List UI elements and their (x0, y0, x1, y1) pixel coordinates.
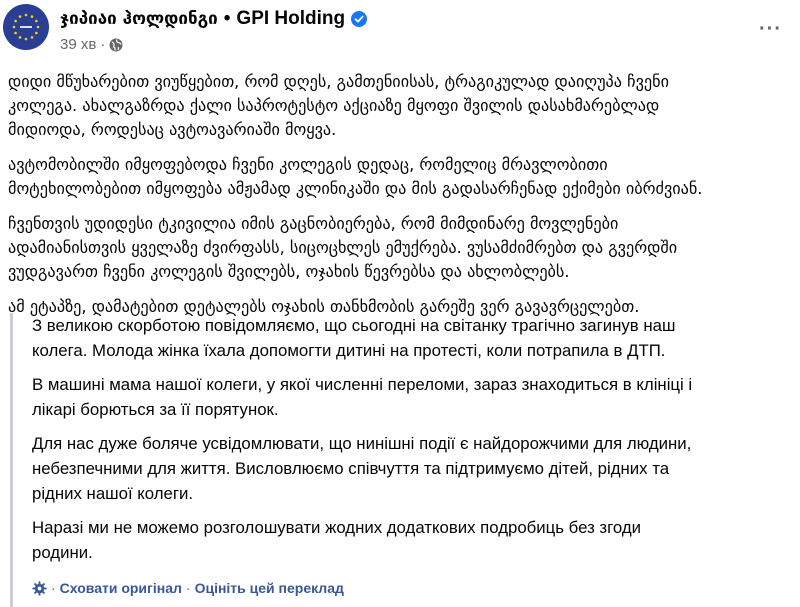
link-separator: · (185, 580, 191, 596)
post-body-georgian (8, 70, 798, 330)
more-options-button[interactable]: ··· (759, 18, 782, 40)
text-line: ადამიანისთვის ყველაზე ძვირფასს, სიცოცხლეს ემუქრება. ვუსამძიმრებთ და გვერდში (8, 238, 678, 257)
post-timestamp[interactable]: 39 хв (60, 36, 97, 53)
globe-public-icon (109, 38, 123, 52)
post-paragraph (8, 70, 798, 142)
text-line: З великою скорботою повідомляємо, що сьогодні на світанку трагічно загинув наш (32, 316, 676, 335)
text-line: მოტეხილობებით იმყოფება ამჟამად კლინიკაში და მის გადასარჩენად ექიმები იბრძვიან. (8, 179, 703, 198)
post-header (0, 0, 800, 60)
text-line: კოლეგა. ახალგაზრდა ქალი საპროტესტო აქციაზე მყოფი შვილის დასახმარებლად (8, 96, 660, 115)
text-line: ამ ეტაპზე, დამატებით დეტალებს ოჯახის თანხმობის გარეშე ვერ გავავრცელებთ. (8, 297, 640, 316)
text-line: მიდიოდა, როდესაც ავტოავარიაში მოყვა. (8, 120, 337, 139)
hide-original-link[interactable]: Сховати оригінал (59, 580, 182, 596)
text-line: рідних нашої колеги. (32, 484, 194, 503)
eu-stars-logo-icon (3, 4, 49, 50)
author-separator: • (223, 8, 231, 29)
post-paragraph (8, 153, 798, 201)
text-line: лікарі борються за її порятунок. (32, 400, 279, 419)
text-line: ვუდგავართ ჩვენი კოლეგის შვილებს, ოჯახის წევრებსა და ახლობლებს. (8, 262, 570, 281)
text-line: ავტომობილში იმყოფებოდა ჩვენი კოლეგის დედაც, რომელიც მრავლობითი (8, 155, 608, 174)
text-line: Наразі ми не можемо розголошувати жодних додаткових подробиць без згоди (32, 518, 641, 537)
text-line: небезпечними для життя. Висловлюємо співчуття та підтримуємо дітей, рідних та (32, 459, 670, 478)
link-separator: · (51, 580, 56, 596)
text-line: დიდი მწუხარებით ვიუწყებით, რომ დღეს, გამთენიისას, ტრაგიკულად დაიღუპა ჩვენი (8, 72, 669, 91)
translation-paragraph (32, 313, 800, 363)
page-avatar[interactable] (3, 4, 49, 50)
verified-badge-icon (351, 11, 367, 27)
text-line: родини. (32, 543, 93, 562)
text-line: В машині мама нашої колеги, у якої численні переломи, зараз знаходиться в клініці і (32, 375, 693, 394)
author-name-georgian: ჯიპიაი ჰოლდინგი (60, 9, 218, 29)
translation-paragraph (32, 431, 800, 506)
text-line: Для нас дуже боляче усвідомлювати, що нинішні події є найдорожчими для людини, (32, 434, 692, 453)
translation-controls (32, 576, 800, 607)
translation-paragraph (32, 372, 800, 422)
text-line: ჩვენთვის უდიდესი ტკივილია იმის გაცნობიერება, რომ მიმდინარე მოვლენები (8, 214, 619, 233)
post-paragraph (8, 212, 798, 284)
post-meta (60, 36, 123, 53)
text-line: колега. Молода жінка їхала допомогти дитині на протесті, коли потрапила в ДТП. (32, 341, 666, 360)
rate-translation-link[interactable]: Оцініть цей переклад (194, 580, 344, 596)
translation-block (10, 313, 800, 607)
translation-paragraph (32, 515, 800, 565)
meta-separator: · (100, 36, 106, 53)
page-name-link[interactable] (60, 8, 367, 30)
author-name-latin: GPI Holding (236, 8, 346, 29)
